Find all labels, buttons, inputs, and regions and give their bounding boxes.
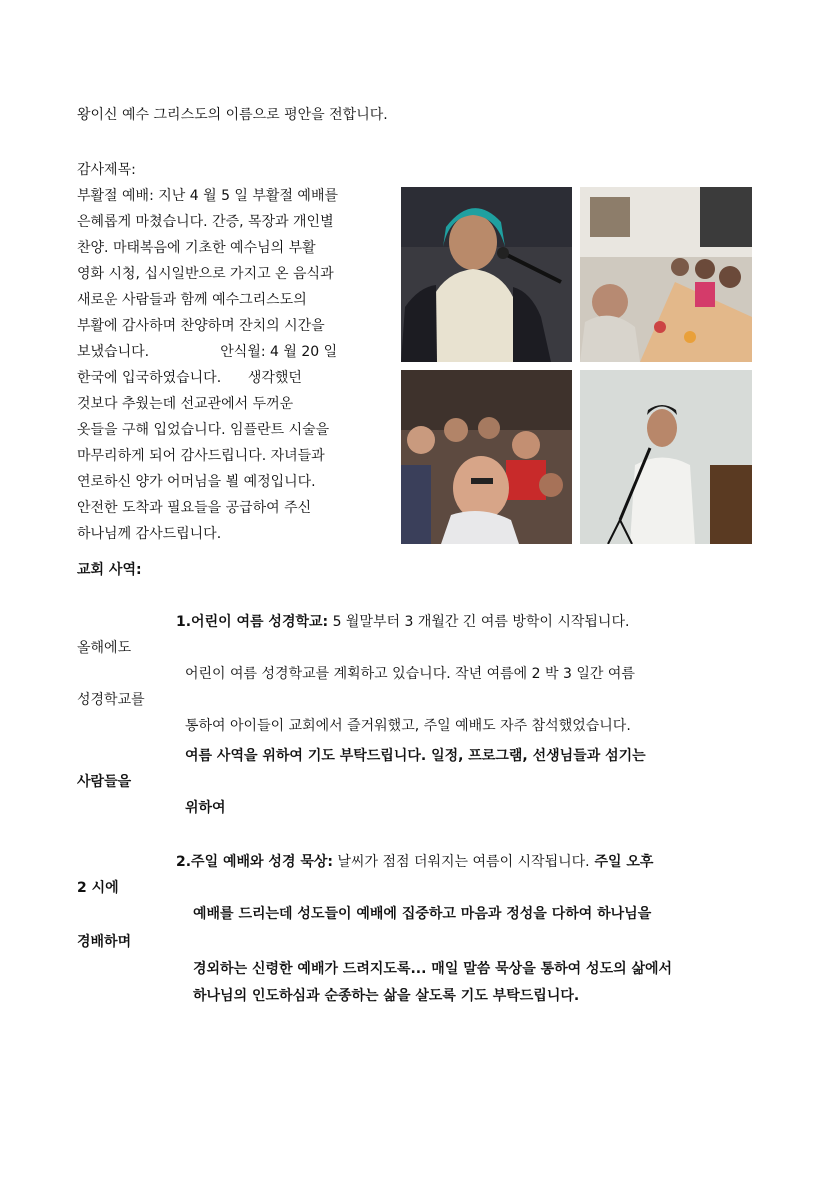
ministry-item-2-wrap-2: 경배하며 xyxy=(77,934,132,950)
thanks-line: 찬양. 마태복음에 기초한 예수님의 부활 xyxy=(77,240,316,256)
thanks-line: 은혜롭게 마쳤습니다. 간증, 목장과 개인별 xyxy=(77,214,334,230)
ministry-item-2-text-bold: 주일 오후 xyxy=(589,854,654,870)
man-speaking-photo xyxy=(580,370,752,544)
greeting: 왕이신 예수 그리스도의 이름으로 평안을 전합니다. xyxy=(77,107,388,123)
ministry-item-1-line-3: 통하여 아이들이 교회에서 즐거워했고, 주일 예배도 자주 참석했었습니다. xyxy=(185,718,631,734)
ministry-item-1-wrap-2: 성경학교를 xyxy=(77,692,145,708)
ministry-item-1-title: 1.어린이 여름 성경학교: xyxy=(176,614,329,630)
thanks-line: 옷들을 구해 입었습니다. 임플란트 시술을 xyxy=(77,422,330,438)
ministry-item-1-text: 5 월말부터 3 개월간 긴 여름 방학이 시작됩니다. xyxy=(328,614,630,630)
thanks-line: 연로하신 양가 어머님을 뵐 예정입니다. xyxy=(77,474,316,490)
ministry-item-1-line-2: 어린이 여름 성경학교를 계획하고 있습니다. 작년 여름에 2 박 3 일간 여름 xyxy=(185,666,635,682)
ministry-item-2-line-4: 하나님의 인도하심과 순종하는 삶을 살도록 기도 부탁드립니다. xyxy=(193,988,580,1004)
group-selfie-photo xyxy=(401,370,572,544)
thanks-line: 하나님께 감사드립니다. xyxy=(77,526,222,542)
woman-with-microphone-photo xyxy=(401,187,572,362)
ministry-item-1-line-4: 여름 사역을 위하여 기도 부탁드립니다. 일정, 프로그램, 선생님들과 섬기는 xyxy=(185,748,646,764)
thanks-line: 새로운 사람들과 함께 예수그리스도의 xyxy=(77,292,307,308)
thanks-line: 부활절 예배: 지난 4 월 5 일 부활절 예배를 xyxy=(77,188,338,204)
ministry-item-1-wrap-4: 사람들을 xyxy=(77,774,132,790)
ministry-heading: 교회 사역: xyxy=(77,562,142,578)
ministry-item-1-line-1 xyxy=(176,612,629,632)
ministry-item-2-text: 날씨가 점점 더워지는 여름이 시작됩니다. xyxy=(333,854,590,870)
thanks-line: 부활에 감사하며 찬양하며 잔치의 시간을 xyxy=(77,318,325,334)
thanks-line: 것보다 추웠는데 선교관에서 두꺼운 xyxy=(77,396,294,412)
ministry-item-2-wrap-1: 2 시에 xyxy=(77,880,119,896)
ministry-item-1-line-5: 위하여 xyxy=(185,800,226,816)
thanks-line: 한국에 입국하였습니다. 생각했던 xyxy=(77,370,302,386)
thanks-line: 마무리하게 되어 감사드립니다. 자녀들과 xyxy=(77,448,325,464)
thanks-heading: 감사제목: xyxy=(77,162,136,178)
fellowship-meal-photo xyxy=(580,187,752,362)
thanks-line: 보냈습니다. 안식월: 4 월 20 일 xyxy=(77,344,338,360)
thanks-line: 영화 시청, 십시일반으로 가지고 온 음식과 xyxy=(77,266,334,282)
ministry-item-2-line-2: 예배를 드리는데 성도들이 예배에 집중하고 마음과 정성을 다하여 하나님을 xyxy=(193,906,652,922)
ministry-item-2-line-1 xyxy=(176,852,653,872)
ministry-item-1-wrap-1: 올해에도 xyxy=(77,640,132,656)
ministry-item-2-title: 2.주일 예배와 성경 묵상: xyxy=(176,854,333,870)
ministry-item-2-line-3: 경외하는 신령한 예배가 드려지도록... 매일 말씀 묵상을 통하여 성도의 삶에서 xyxy=(193,961,673,977)
thanks-line: 안전한 도착과 필요들을 공급하여 주신 xyxy=(77,500,312,516)
